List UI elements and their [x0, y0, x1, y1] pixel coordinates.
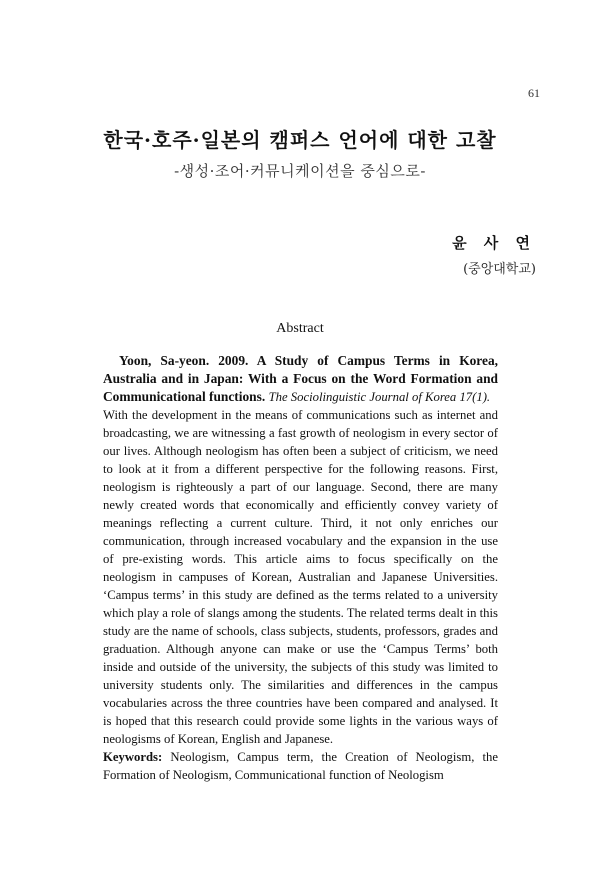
keywords	[103, 748, 498, 784]
author-name: 윤 사 연	[452, 234, 536, 252]
author-affiliation: (중앙대학교)	[463, 262, 536, 277]
keywords-label: Keywords:	[103, 750, 163, 764]
keywords-list: Neologism, Campus term, the Creation of Neologism, the Formation of Neologism, Communicational function of Neologism	[103, 750, 498, 782]
page-number: 61	[528, 86, 540, 100]
abstract-citation	[103, 352, 498, 406]
paper-subtitle: -생성·조어·커뮤니케이션을 중심으로-	[174, 162, 426, 180]
citation-title: A Study of Campus Terms in Korea, Australia and in Japan: With a Focus on the Word Formation and Communicational functions.	[103, 353, 498, 404]
abstract-heading: Abstract	[276, 321, 324, 336]
abstract-body	[103, 352, 498, 784]
abstract-text: With the development in the means of communications such as internet and broadcasting, we are witnessing a fast growth of neologism in every sector of our lives. Although neologism has often been a subject of criticism, we need to look at it from a different perspective for the following reasons. First, neologism is righteously a part of our language. Second, there are many newly created words that economically and efficiently convey variety of meanings reflecting a current culture. Third, it not only enriches our communication, through increased vocabulary and the expansion in the use of pre-existing words. This article aims to focus specifically on the neologism in campuses of Korean, Australian and Japanese Universities. ‘Campus terms’ in this study are defined as the terms related to a university which play a role of slangs among the students. The related terms dealt in this study are the name of schools, class subjects, students, professors, grades and graduation. Although anyone can make or use the ‘Campus Terms’ both inside and outside of the university, the subjects of this study was limited to university students only. The similarities and differences in the campus vocabularies across the three countries have been compared and analysed. It is hoped that this research could provide some lights in the various ways of neologisms of Korean, English and Japanese.	[103, 408, 498, 746]
citation-authors: Yoon, Sa-yeon. 2009.	[119, 353, 249, 368]
paper-title: 한국·호주·일본의 캠퍼스 언어에 대한 고찰	[103, 128, 497, 152]
citation-journal: The Sociolinguistic Journal of Korea 17(1).	[268, 390, 491, 404]
